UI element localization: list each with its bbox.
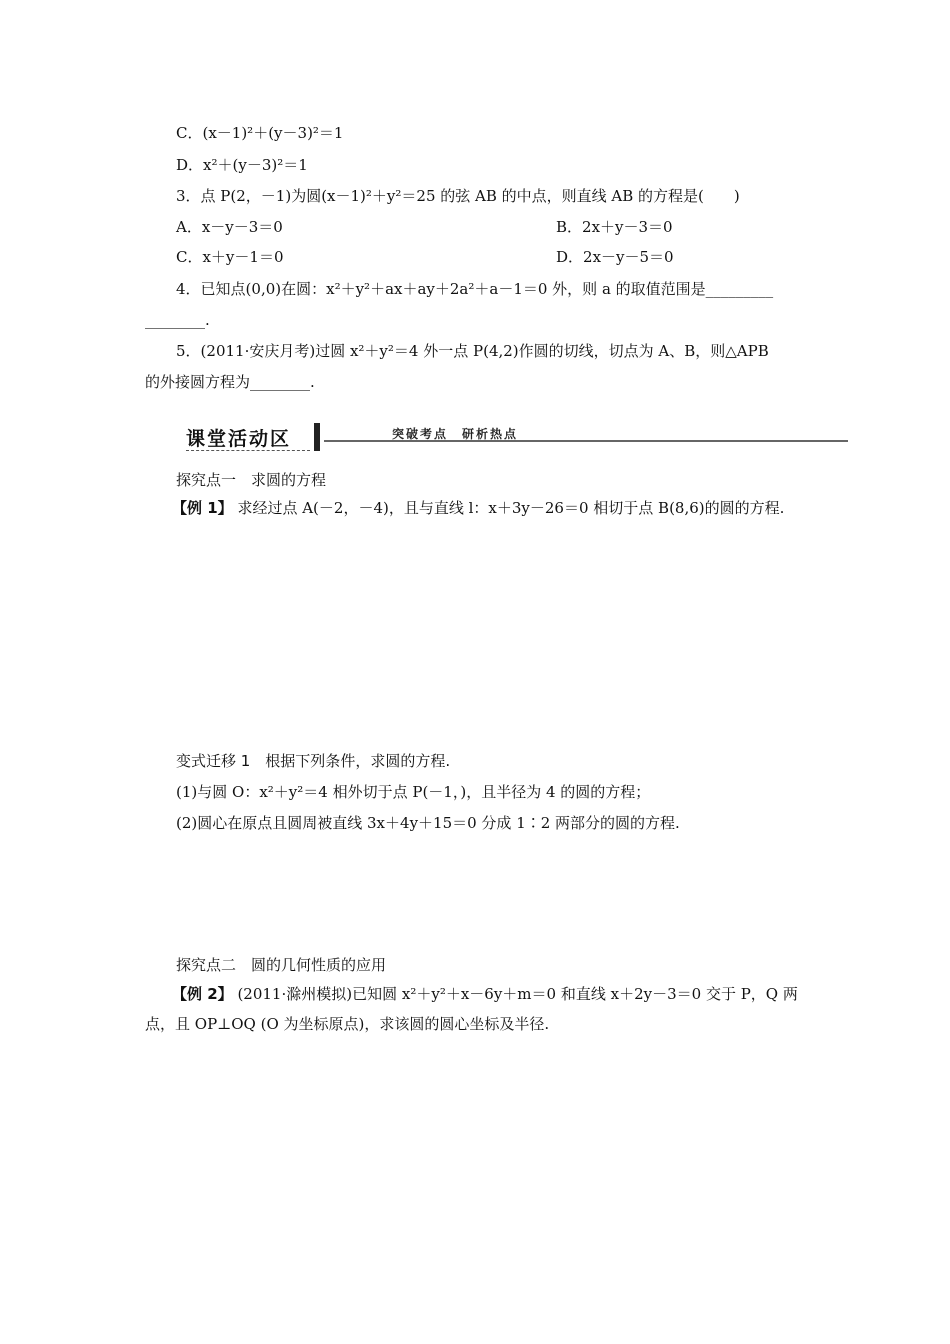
variant1-item2: (2)圆心在原点且圆周被直线 3x＋4y＋15＝0 分成 1∶2 两部分的圆的方程. — [176, 814, 680, 832]
banner-subtitle: 突破考点 研析热点 — [392, 427, 519, 441]
q3-options-row2 — [176, 247, 674, 267]
q2-option-c: C．(x－1)²＋(y－3)²＝1 — [176, 124, 344, 142]
q5-stem-continuation: 的外接圆方程为________. — [145, 373, 315, 391]
banner-title: 课堂活动区 — [186, 428, 292, 450]
section-banner — [180, 420, 850, 454]
q4-stem: 4．已知点(0,0)在圆：x²＋y²＋ax＋ay＋2a²＋a－1＝0 外，则 a 的取值范围是_________ — [176, 280, 774, 298]
variant1-item1: (1)与圆 O：x²＋y²＝4 相外切于点 P(－1，)，且半径为 4 的圆的方程； — [176, 783, 651, 801]
q3-option-c: C．x＋y－1＝0 — [176, 248, 284, 266]
variant1-title: 变式迁移 1 根据下列条件，求圆的方程. — [176, 752, 451, 770]
q2-option-d: D．x²＋(y－3)²＝1 — [176, 156, 308, 174]
banner-divider-bar — [314, 423, 320, 451]
example1-label: 【例 1】 — [172, 499, 233, 517]
q3-stem: 3．点 P(2，－1)为圆(x－1)²＋y²＝25 的弦 AB 的中点，则直线 AB 的方程是( ) — [176, 187, 740, 205]
q4-blank-continuation: ________. — [145, 311, 210, 329]
example1-text: 求经过点 A(－2，－4)，且与直线 l：x＋3y－26＝0 相切于点 B(8,6)的圆的方程. — [237, 499, 785, 517]
q3-option-a: A．x－y－3＝0 — [176, 218, 283, 236]
example2-text-line1: (2011·滁州模拟)已知圆 x²＋y²＋x－6y＋m＝0 和直线 x＋2y－3＝0 交于 P，Q 两 — [237, 985, 798, 1003]
example2-text-line2: 点，且 OP⊥OQ (O 为坐标原点)，求该圆的圆心坐标及半径. — [145, 1015, 550, 1033]
section1-title: 探究点一 求圆的方程 — [176, 471, 327, 489]
example1 — [172, 498, 784, 518]
section2-title: 探究点二 圆的几何性质的应用 — [176, 956, 387, 974]
q5-stem: 5．(2011·安庆月考)过圆 x²＋y²＝4 外一点 P(4,2)作圆的切线，切点为 A、B，则△APB — [176, 342, 769, 360]
banner-dashed-underline — [186, 450, 310, 451]
example2 — [172, 984, 798, 1004]
q3-option-b: B．2x＋y－3＝0 — [556, 218, 673, 236]
example2-label: 【例 2】 — [172, 985, 233, 1003]
q3-options-row1 — [176, 217, 673, 237]
q3-option-d: D．2x－y－5＝0 — [556, 248, 674, 266]
